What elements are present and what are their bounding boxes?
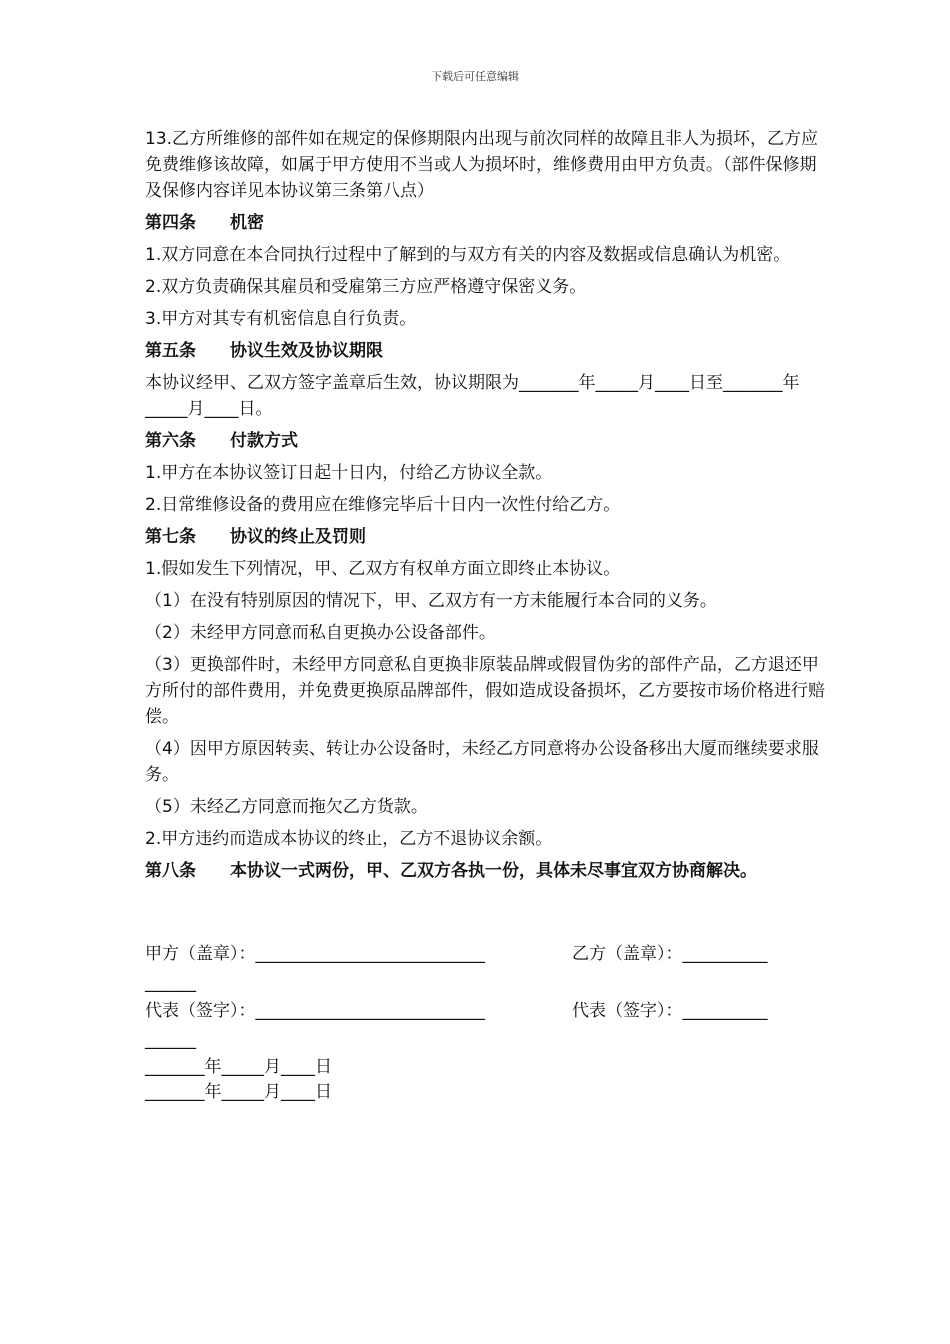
party-a-rep-line: 代表（签字）：___________________________ — [145, 1001, 485, 1021]
date-line-2: _______年_____月____日 — [145, 1082, 332, 1102]
article-4-item-3: 3.甲方对其专有机密信息自行负责。 — [145, 309, 417, 329]
document-body — [145, 126, 825, 890]
article-6-heading: 第六条 付款方式 — [145, 431, 298, 451]
page-header: 下载后可任意编辑 — [431, 70, 519, 83]
article-6-item-1: 1.甲方在本协议签订日起十日内，付给乙方协议全款。 — [145, 463, 553, 483]
party-b-rep-continuation: ______ — [145, 1030, 196, 1050]
article-7-item-2: 2.甲方违约而造成本协议的终止，乙方不退协议余额。 — [145, 829, 553, 849]
article-4-item-2: 2.双方负责确保其雇员和受雇第三方应严格遵守保密义务。 — [145, 277, 587, 297]
party-b-seal-continuation: ______ — [145, 973, 196, 993]
article-7-item-1: 1.假如发生下列情况，甲、乙双方有权单方面立即终止本协议。 — [145, 559, 621, 579]
article-5-heading: 第五条 协议生效及协议期限 — [145, 341, 383, 361]
party-b-rep-line: 代表（签字）：__________ — [572, 1001, 768, 1021]
article-4-item-1: 1.双方同意在本合同执行过程中了解到的与双方有关的内容及数据或信息确认为机密。 — [145, 245, 791, 265]
date-line-1: _______年_____月____日 — [145, 1057, 332, 1077]
clause-13-paragraph: 13.乙方所维修的部件如在规定的保修期限内出现与前次同样的故障且非人为损坏，乙方应免费维修该故障，如属于甲方使用不当或人为损坏时，维修费用由甲方负责。（部件保修期及保修内容详见本协议第三条第八点） — [145, 129, 819, 201]
party-b-seal-line: 乙方（盖章）：__________ — [572, 944, 768, 964]
party-a-seal-line: 甲方（盖章）：___________________________ — [145, 944, 485, 964]
article-5-text: 本协议经甲、乙双方签字盖章后生效，协议期限为_______年_____月____日至_______年_____月____日。 — [145, 373, 800, 419]
article-7-sub-1: （1）在没有特别原因的情况下，甲、乙双方有一方未能履行本合同的义务。 — [145, 591, 717, 611]
article-7-sub-3: （3）更换部件时，未经甲方同意私自更换非原装品牌或假冒伪劣的部件产品，乙方退还甲方所付的部件费用，并免费更换原品牌部件，假如造成设备损坏，乙方要按市场价格进行赔偿。 — [145, 655, 825, 727]
article-4-heading: 第四条 机密 — [145, 213, 264, 233]
article-7-heading: 第七条 协议的终止及罚则 — [145, 527, 366, 547]
article-7-sub-4: （4）因甲方原因转卖、转让办公设备时，未经乙方同意将办公设备移出大厦而继续要求服务。 — [145, 739, 819, 785]
article-7-sub-2: （2）未经甲方同意而私自更换办公设备部件。 — [145, 623, 496, 643]
article-6-item-2: 2.日常维修设备的费用应在维修完毕后十日内一次性付给乙方。 — [145, 495, 621, 515]
article-8-heading: 第八条 本协议一式两份，甲、乙双方各执一份，具体未尽事宜双方协商解决。 — [145, 861, 757, 881]
article-7-sub-5: （5）未经乙方同意而拖欠乙方货款。 — [145, 797, 428, 817]
